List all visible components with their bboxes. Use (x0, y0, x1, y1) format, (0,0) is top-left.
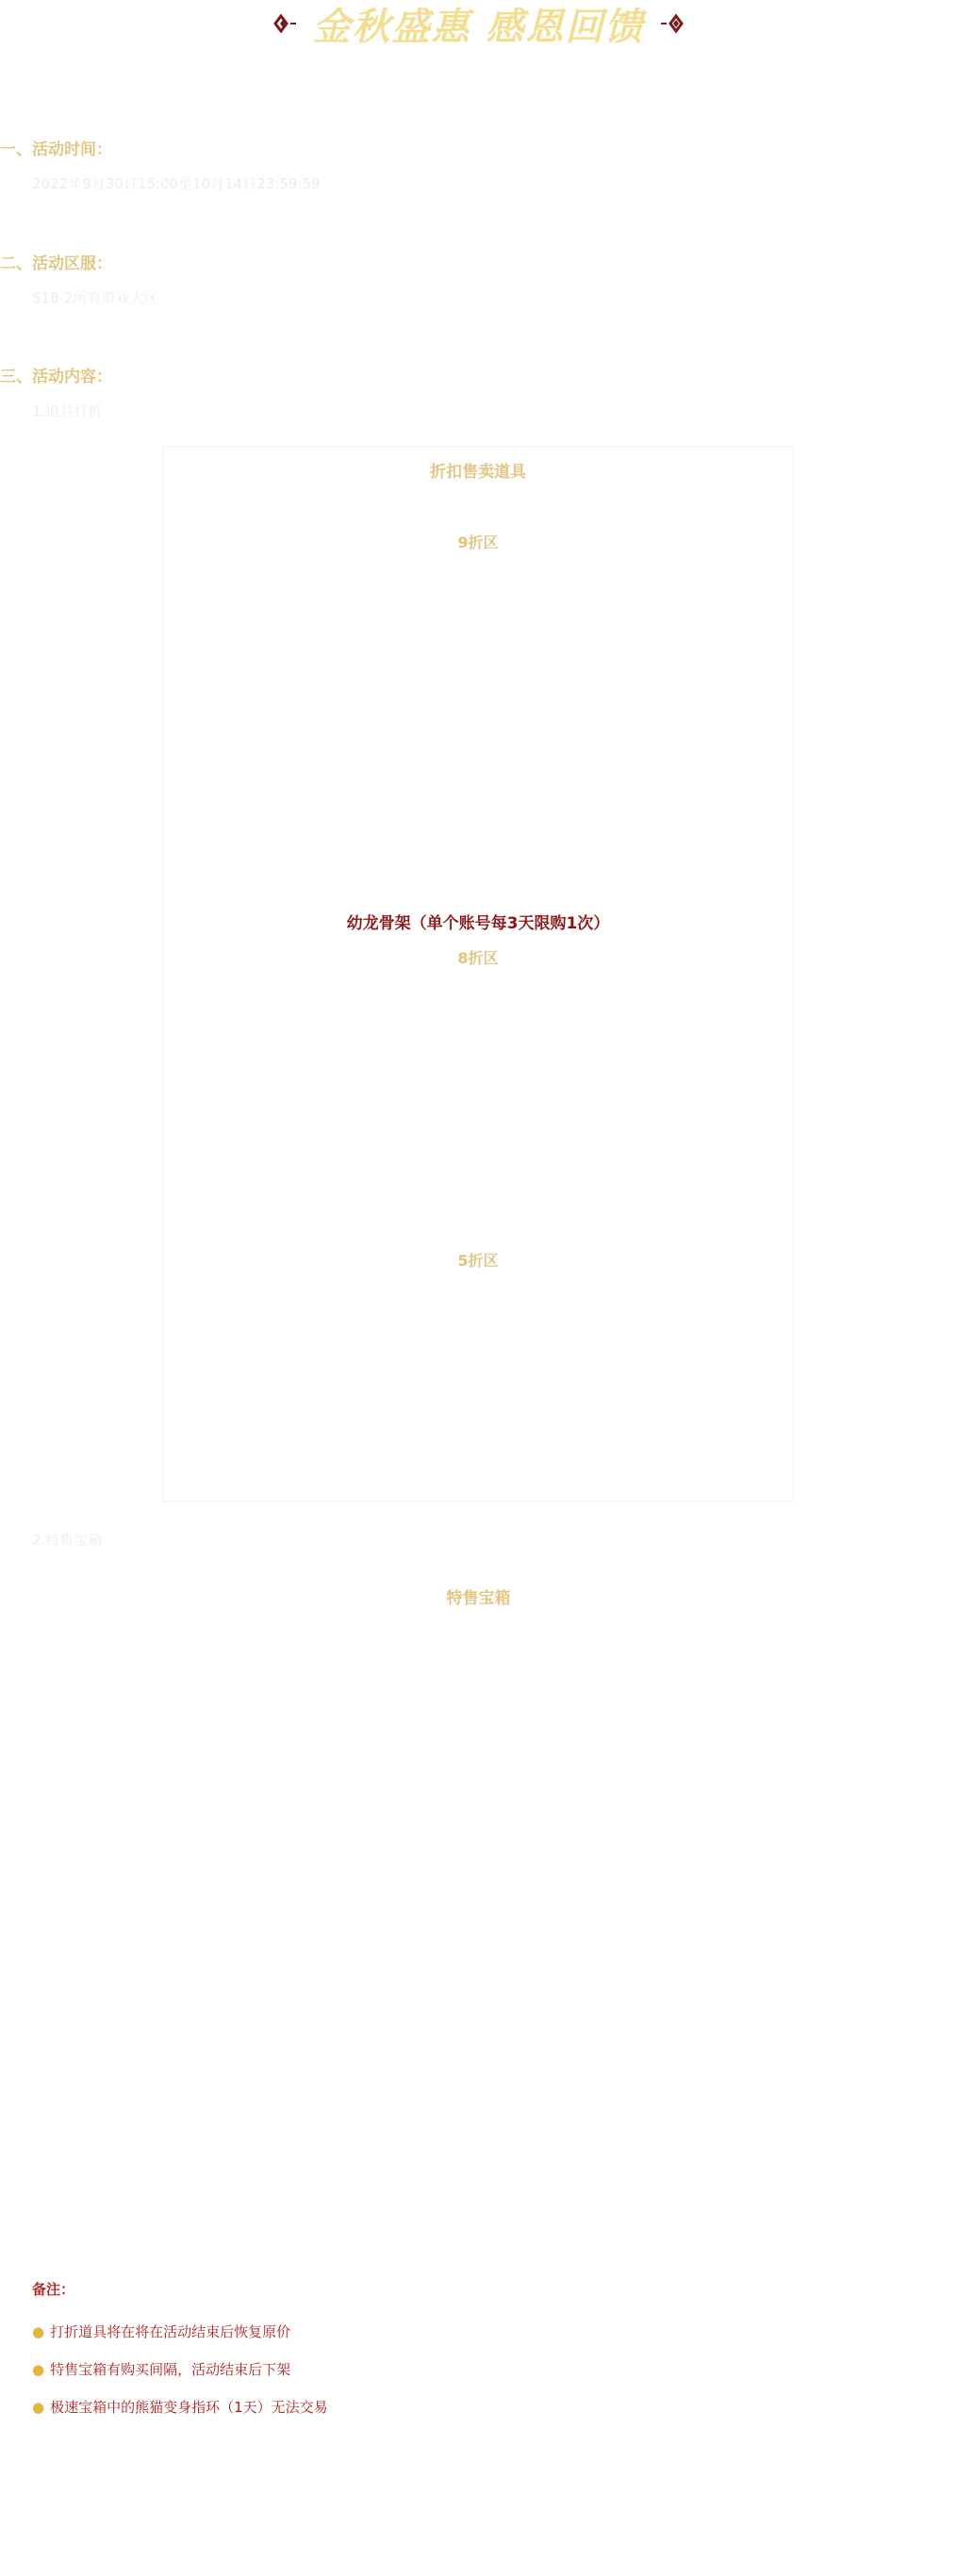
right-diamond-ornament-icon (657, 10, 689, 37)
note-text: 极速宝箱中的熊猫变身指环（1天）无法交易 (50, 2399, 328, 2416)
note-item (32, 2359, 290, 2379)
notes-title: 备注： (32, 2281, 75, 2298)
note-text: 打折道具将在将在活动结束后恢复原价 (50, 2323, 291, 2340)
zone-label-90: 9折区 (457, 533, 499, 551)
note-text: 特售宝箱有购买间隔，活动结束后下架 (50, 2361, 291, 2378)
section-value-time: 2022年9月30日15:00至10月14日23:59:59 (32, 175, 321, 192)
section-title-servers: 二、活动区服： (0, 254, 112, 273)
section-title-time: 一、活动时间： (0, 140, 112, 159)
bullet-dot-icon: ● (32, 2398, 45, 2416)
discount-panel-heading: 折扣售卖道具 (430, 463, 526, 482)
zone-label-50: 5折区 (457, 1252, 499, 1270)
bullet-dot-icon: ● (32, 2360, 45, 2378)
section-title-content: 三、活动内容： (0, 368, 112, 386)
section-value-content: 1.道具打折 (32, 402, 103, 419)
bullet-dot-icon: ● (32, 2322, 45, 2340)
discount-items-panel (162, 446, 794, 1501)
section-value-servers: S18-2所有游戏大区 (32, 289, 158, 306)
left-diamond-ornament-icon (268, 10, 300, 37)
note-item (32, 2322, 290, 2341)
special-box-heading: 特售宝箱 (446, 1589, 511, 1608)
purchase-limit-note: 幼龙骨架（单个账号每3天限购1次） (346, 914, 610, 933)
special-box-subheading: 2.特售宝箱 (32, 1532, 103, 1549)
event-banner (0, 0, 957, 47)
banner-title: 金秋盛惠 感恩回馈 (312, 5, 645, 49)
note-item (32, 2397, 328, 2417)
zone-label-80: 8折区 (457, 949, 499, 967)
